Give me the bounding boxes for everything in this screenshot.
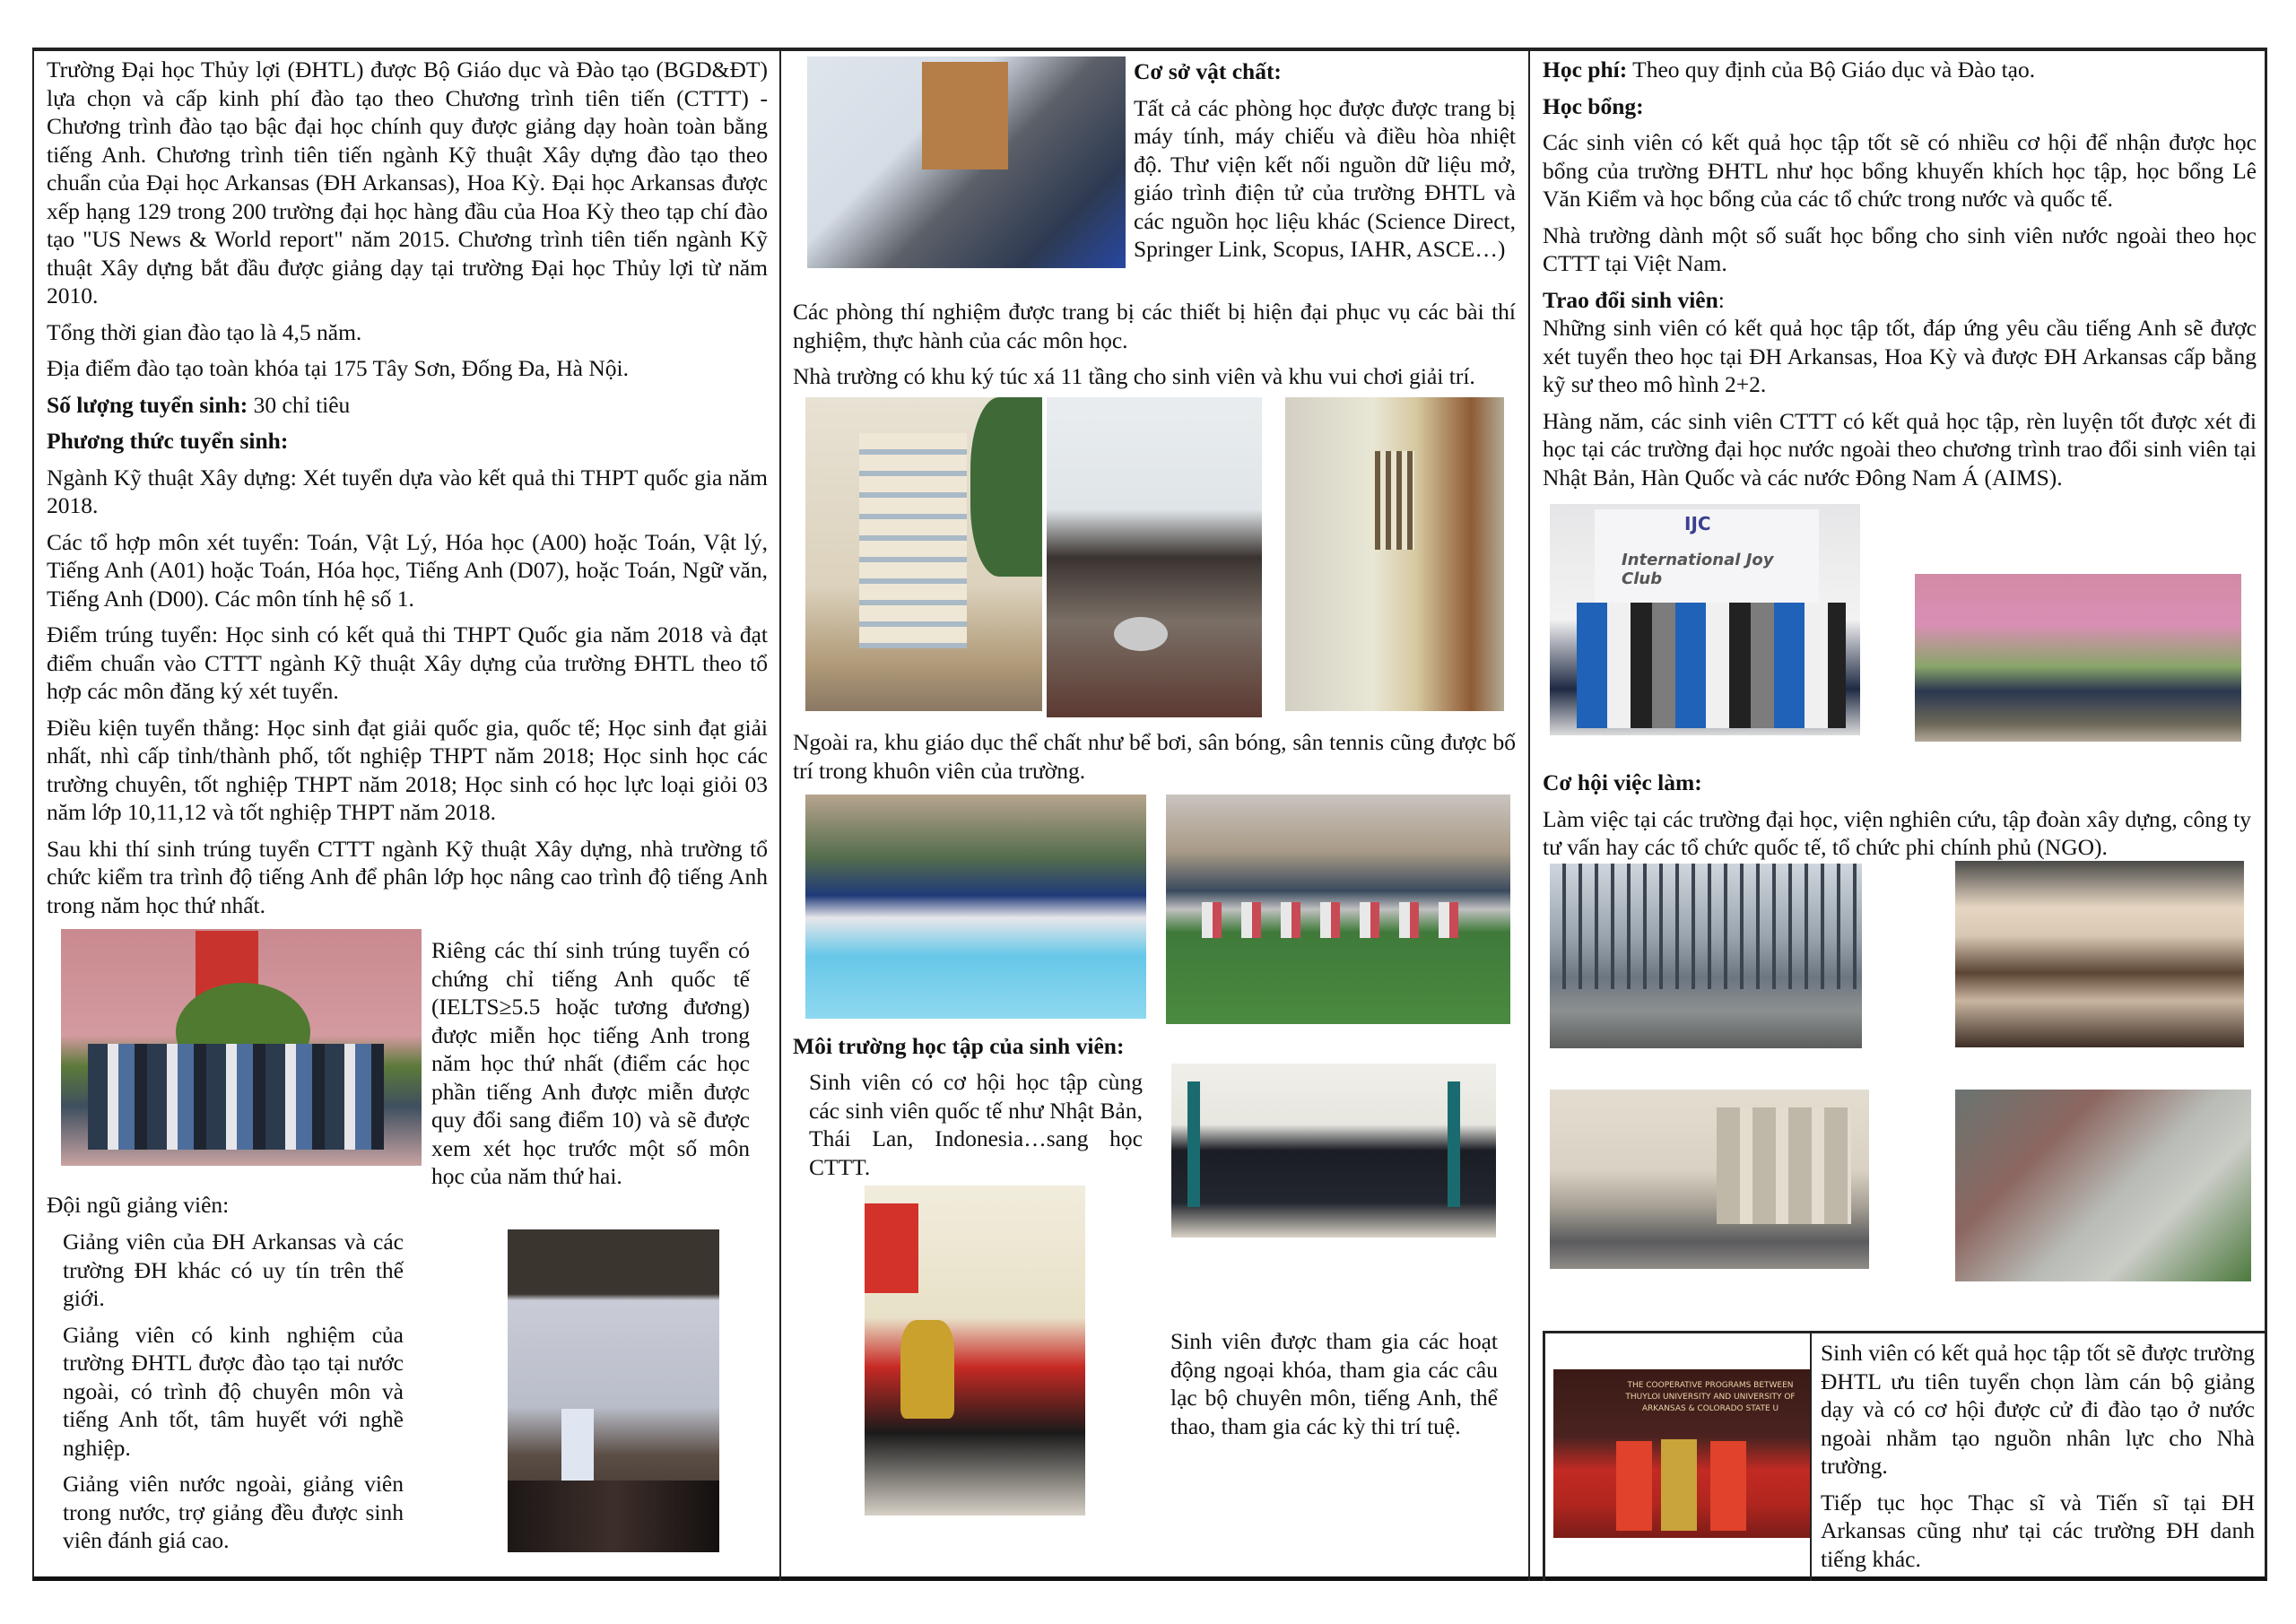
window-shape	[1375, 451, 1414, 550]
laboratory-photo	[1047, 397, 1262, 717]
admission-paragraph-4: Điều kiện tuyển thẳng: Học sinh đạt giải quốc gia, quốc tế; Học sinh đạt giải nhất, nhì cấp tỉnh/thành phố, tốt nghiệp THPT năm 2018; Học sinh học các trường chuyên, tốt nghiệp THPT năm 2018; Học sinh có học lực loại giỏi 03 năm lớp 10,11,12 và tốt nghiệp THPT năm 2018.	[47, 714, 768, 825]
faculty-heading: Đội ngũ giảng viên:	[47, 1192, 230, 1218]
admission-heading	[47, 427, 768, 456]
tree-shape	[970, 397, 1042, 577]
steel-columns	[1550, 864, 1862, 989]
computer-lab-photo	[807, 56, 1126, 268]
environment-paragraph-1: Sinh viên có cơ hội học tập cùng các sinh viên quốc tế như Nhật Bản, Thái Lan, Indonesia…sang học CTTT.	[809, 1069, 1143, 1180]
faculty-list	[63, 1228, 404, 1563]
career-highlight-paragraph-2: Tiếp tục học Thạc sĩ và Tiến sĩ tại ĐH Arkansas cũng như tại các trường ĐH danh tiếng khác.	[1821, 1489, 2255, 1572]
career-heading	[1543, 769, 2257, 797]
club-banner-text: International Joy Club	[1622, 551, 1774, 588]
sports-paragraph: Ngoài ra, khu giáo dục thể chất như bể bơi, sân bóng, sân tennis cũng được bố trí trong khuôn viên của trường.	[793, 729, 1516, 784]
lecture-photo	[508, 1229, 719, 1552]
graduation-banner-text: THE COOPERATIVE PROGRAMS BETWEEN THUYLOI UNIVERSITY AND UNIVERSITY OF ARKANSAS & COLORADO STATE U	[1625, 1381, 1796, 1413]
pillars-shape	[1717, 1107, 1851, 1224]
building-construction-photo	[1955, 861, 2244, 1047]
facilities-heading	[1134, 57, 1516, 86]
flyover-photo	[1955, 1090, 2251, 1281]
hydraulics-lab-photo	[1285, 397, 1504, 711]
faculty-paragraph-1: Giảng viên của ĐH Arkansas và các trường ĐH khác có uy tín trên thế giới.	[63, 1229, 404, 1311]
scholarship-heading	[1543, 92, 2257, 121]
environment-heading	[793, 1032, 1241, 1061]
scholarship-paragraph-1: Các sinh viên có kết quả học tập tốt sẽ có nhiều cơ hội để nhận được học bổng của trường ĐHTL như học bổng khuyến khích học tập, học bổng Lê Văn Kiểm và học bổng của các tổ chức trong nước và quốc tế.	[1543, 129, 2257, 212]
quota-line	[47, 391, 768, 420]
fee-label: Học phí:	[1543, 56, 1628, 83]
gown-shape	[1616, 1441, 1652, 1531]
elevated-rail-photo	[1550, 1090, 1869, 1269]
swimming-pool-photo	[805, 795, 1146, 1019]
left-column-top	[47, 56, 768, 927]
scholarship-paragraph-2: Nhà trường dành một số suất học bổng cho sinh viên nước ngoài theo học CTTT tại Việt Nam.	[1543, 221, 2257, 276]
ielts-text: Riêng các thí sinh trúng tuyển có chứng chỉ tiếng Anh quốc tế (IELTS≥5.5 hoặc tương đương) được miễn học tiếng Anh trong năm học thứ nhất (điểm các học phần tiếng Anh được miễn được quy đổi sang điểm 10) và sẽ được xem xét học trước một số môn học của năm thứ hai.	[431, 937, 750, 1189]
curtain-shape	[1448, 1081, 1460, 1207]
exchange-heading-colon: :	[1718, 286, 1725, 313]
graduation-photo	[1553, 1369, 1810, 1538]
admission-paragraph-1: Ngành Kỹ thuật Xây dựng: Xét tuyển dựa vào kết quả thi THPT quốc gia năm 2018.	[47, 464, 768, 518]
exchange-paragraph-2: Hàng năm, các sinh viên CTTT có kết quả học tập, rèn luyện tốt được xét đi học tại các trường đại học nước ngoài theo chương trình trao đổi sinh viên tại Nhật Bản, Hàn Quốc và các nước Đông Nam Á (AIMS).	[1543, 407, 2257, 491]
exchange-heading	[1543, 286, 2257, 315]
career-heading-text: Cơ hội việc làm:	[1543, 769, 1702, 795]
environment-paragraph-2: Sinh viên được tham gia các hoạt động ngoại khóa, tham gia các câu lạc bộ chuyên môn, tiếng Anh, thể thao, tham gia các kỳ thi trí tuệ.	[1170, 1328, 1498, 1439]
facilities-paragraph-3: Nhà trường có khu ký túc xá 11 tầng cho sinh viên và khu vui chơi giải trí.	[793, 363, 1475, 389]
classroom-photo	[1171, 1064, 1496, 1238]
exchange-students-photo	[1915, 574, 2241, 742]
faculty-paragraph-3: Giảng viên nước ngoài, giảng viên trong nước, trợ giảng đều được sinh viên đánh giá cao.	[63, 1471, 404, 1553]
exchange-paragraph-1: Những sinh viên có kết quả học tập tốt, đáp ứng yêu cầu tiếng Anh sẽ được xét tuyển theo học tại ĐH Arkansas, Hoa Kỳ và được ĐH Arkansas cấp bằng kỹ sư theo mô hình 2+2.	[1543, 315, 2257, 397]
intro-paragraph: Trường Đại học Thủy lợi (ĐHTL) được Bộ Giáo dục và Đào tạo (BGD&ĐT) lựa chọn và cấp kinh phí đào tạo theo Chương trình tiên tiến (CTTT) - Chương trình đào tạo bậc đại học chính quy được giảng dạy hoàn toàn bằng tiếng Anh. Chương trình tiên tiến ngành Kỹ thuật Xây dựng đào tạo theo chuẩn của Đại học Arkansas (ĐH Arkansas), Hoa Kỳ. Đại học Arkansas được xếp hạng 129 trong 200 trường đại học hàng đầu của Hoa Kỳ theo tạp chí đào tạo "US News & World report" năm 2015. Chương trình tiên tiến ngành Kỹ thuật Xây dựng bắt đầu được giảng dạy tại trường Đại học Thủy lợi từ năm 2010.	[47, 56, 768, 308]
people-shape	[1577, 603, 1846, 728]
environment-heading-text: Môi trường học tập của sinh viên:	[793, 1033, 1125, 1059]
career-highlight-paragraph-1: Sinh viên có kết quả học tập tốt sẽ được trường ĐHTL ưu tiên tuyển chọn làm cán bộ giảng dạy và có cơ hội được cử đi đào tạo ở nước ngoài nhằm tạo nguồn nhân lực cho Nhà trường.	[1821, 1340, 2255, 1479]
facilities-heading-text: Cơ sở vật chất:	[1134, 58, 1282, 84]
students-shape	[508, 1481, 719, 1552]
career-highlight-divider	[1810, 1331, 1812, 1581]
building-shape	[859, 433, 967, 648]
admission-heading-text: Phương thức tuyển sinh:	[47, 428, 289, 454]
trophy-shape	[900, 1320, 954, 1419]
club-logo-text: IJC	[1684, 513, 1711, 534]
banner-shape	[865, 1203, 918, 1293]
fee-line	[1543, 56, 2257, 84]
players-shape	[1202, 902, 1471, 938]
facilities-paragraph-1: Tất cả các phòng học được được trang bị máy tính, máy chiếu và điều hòa nhiệt độ. Thư viện kết nối nguồn dữ liệu mở, giáo trình điện tử của trường ĐHTL và các nguồn học liệu khác (Science Direct, Springer Link, Scopus, IAHR, ASCE…)	[1134, 94, 1516, 262]
exchange-heading-text: Trao đổi sinh viên	[1543, 286, 1718, 313]
right-column-top	[1543, 56, 2257, 499]
football-field-photo	[1166, 795, 1510, 1024]
career-highlight-text	[1821, 1339, 2255, 1581]
equipment-shape	[1114, 617, 1168, 651]
column-divider-2	[1528, 48, 1530, 1581]
scholarship-heading-text: Học bổng:	[1543, 92, 1644, 119]
quota-label: Số lượng tuyển sinh:	[47, 391, 248, 418]
trophy-photo	[865, 1185, 1085, 1515]
fee-value: Theo quy định của Bộ Giáo dục và Đào tạo.	[1627, 56, 2036, 83]
curtain-shape	[1187, 1081, 1200, 1207]
bookshelf-shape	[922, 62, 1008, 169]
faculty-paragraph-2: Giảng viên có kinh nghiệm của trường ĐHTL được đào tạo tại nước ngoài, có trình độ chuyên môn và tiếng Anh tốt, tâm huyết với nghề nghiệp.	[63, 1321, 404, 1461]
facilities-block	[1134, 57, 1516, 272]
gown-shape	[1710, 1441, 1746, 1531]
location-text: Địa điểm đào tạo toàn khóa tại 175 Tây Sơn, Đống Đa, Hà Nội.	[47, 355, 629, 381]
admission-paragraph-5: Sau khi thí sinh trúng tuyển CTTT ngành Kỹ thuật Xây dựng, nhà trường tổ chức kiểm tra trình độ tiếng Anh để phân lớp học nâng cao trình độ tiếng Anh trong năm học thứ nhất.	[47, 835, 768, 918]
gown-shape	[1661, 1439, 1697, 1531]
facilities-paragraph-2: Các phòng thí nghiệm được trang bị các thiết bị hiện đại phục vụ các bài thí nghiệm, thực hành của các môn học.	[793, 299, 1516, 353]
international-club-photo	[1550, 504, 1860, 735]
group-photo	[61, 929, 422, 1166]
club-banner	[1595, 509, 1819, 608]
quota-value: 30 chỉ tiêu	[248, 391, 351, 418]
career-block	[1543, 769, 2257, 870]
people-shape	[88, 1044, 384, 1150]
duration-text: Tổng thời gian đào tạo là 4,5 năm.	[47, 318, 362, 345]
admission-paragraph-3: Điểm trúng tuyển: Học sinh có kết quả thi THPT Quốc gia năm 2018 và đạt điểm chuẩn vào CTTT ngành Kỹ thuật Xây dựng của trường ĐHTL theo tổ hợp các môn đăng ký xét tuyển.	[47, 621, 768, 704]
career-paragraph: Làm việc tại các trường đại học, viện nghiên cứu, tập đoàn xây dựng, công ty tư vấn hay các tổ chức quốc tế, tổ chức phi chính phủ (NGO).	[1543, 805, 2251, 860]
admission-paragraph-2: Các tổ hợp môn xét tuyển: Toán, Vật Lý, Hóa học (A00) hoặc Toán, Vật lý, Tiếng Anh (A01) hoặc Toán, Hóa học, Tiếng Anh (D07), hoặc Toán, Ngữ văn, Tiếng Anh (D00). Các môn tính hệ số 1.	[47, 528, 768, 612]
dormitory-photo	[805, 397, 1042, 711]
steel-frame-photo	[1550, 864, 1862, 1048]
column-divider-1	[779, 48, 781, 1581]
facilities-more	[793, 298, 1516, 399]
